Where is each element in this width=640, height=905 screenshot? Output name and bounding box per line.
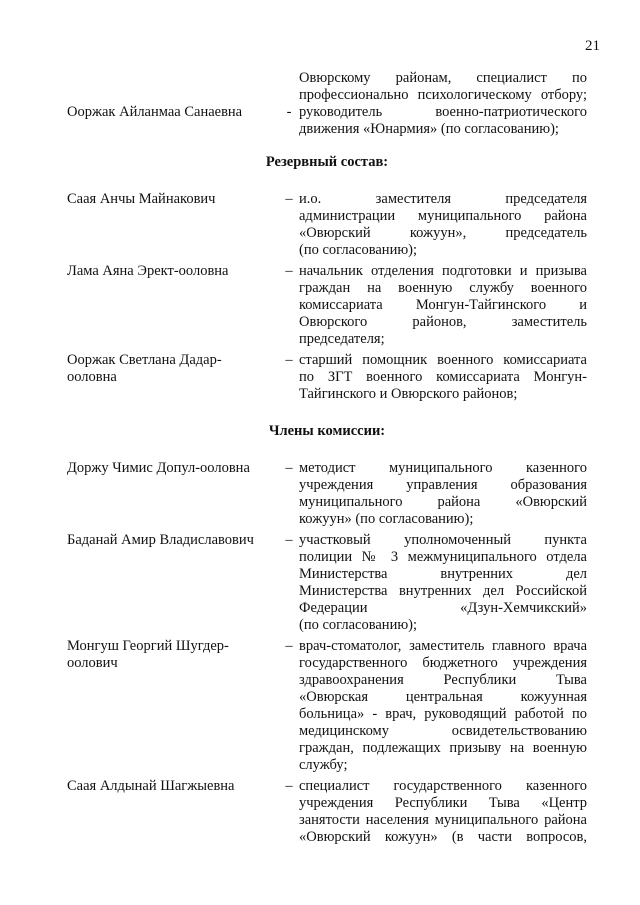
- description-line: «Овюрский кожуун», председатель: [299, 225, 587, 241]
- description-line: государственного бюджетного учреждения: [299, 655, 587, 671]
- entry-description: [299, 778, 587, 846]
- entry-dash: –: [285, 638, 293, 654]
- reserve-heading: Резервный состав:: [265, 154, 389, 170]
- member-name: Доржу Чимис Допул-ооловна: [67, 460, 250, 476]
- member-entry: [67, 532, 587, 634]
- entry-description: [299, 638, 587, 774]
- member-entry: [67, 638, 587, 774]
- entry-dash: –: [285, 352, 293, 368]
- description-line: участковый уполномоченный пункта: [299, 532, 587, 548]
- entry-dash: –: [285, 191, 293, 207]
- description-line: граждан на военную службу военного: [299, 280, 587, 296]
- entry-description: [299, 191, 587, 259]
- page-number: 21: [585, 38, 600, 54]
- entry-description: [299, 532, 587, 634]
- description-line: Овюрского районов, заместитель: [299, 314, 587, 330]
- description-line: старший помощник военного комиссариата: [299, 352, 587, 368]
- description-line: профессионально психологическому отбору;: [299, 87, 587, 103]
- member-name: Лама Аяна Эрект-ооловна: [67, 263, 229, 279]
- member-name: Ооржак Айланмаа Санаевна: [67, 104, 243, 120]
- entry-description: [299, 352, 587, 403]
- member-name: Баданай Амир Владиславович: [67, 532, 254, 548]
- description-line: «Овюрский кожуун» (в части вопросов,: [299, 829, 587, 845]
- description-line: председателя;: [299, 331, 385, 347]
- description-line: муниципального района «Овюрский: [299, 494, 587, 510]
- intro-entry: [67, 70, 587, 138]
- description-line: учреждения Республики Тыва «Центр: [299, 795, 587, 811]
- document-body: [67, 70, 587, 846]
- intro-dash-column: [279, 70, 299, 121]
- member-name: Ооржак Светлана Дадар-: [67, 352, 222, 368]
- description-line: методист муниципального казенного: [299, 460, 587, 476]
- entry-dash: -: [286, 104, 292, 120]
- member-name: Саая Алдынай Шагжыевна: [67, 778, 235, 794]
- description-line: специалист государственного казенного: [299, 778, 587, 794]
- description-line: больница» - врач, руководящий работой по: [299, 706, 587, 722]
- description-line: движения «Юнармия» (по согласованию);: [299, 121, 559, 137]
- description-line: граждан, подлежащих призыву на военную: [299, 740, 587, 756]
- member-name: Саая Анчы Майнакович: [67, 191, 216, 207]
- intro-description: [299, 70, 587, 138]
- description-line: и.о. заместителя председателя: [299, 191, 587, 207]
- description-line: начальник отделения подготовки и призыва: [299, 263, 587, 279]
- description-line: по ЗГТ военного комиссариата Монгун-: [299, 369, 587, 385]
- entry-dash: –: [285, 532, 293, 548]
- member-entry: [67, 778, 587, 846]
- description-line: Министерства внутренних дел: [299, 566, 587, 582]
- description-line: (по согласованию);: [299, 617, 418, 633]
- description-line: полиции № 3 межмуниципального отдела: [299, 549, 587, 565]
- description-line: (по согласованию);: [299, 242, 418, 258]
- entry-dash: –: [285, 263, 293, 279]
- entry-dash: –: [285, 460, 293, 476]
- reserve-entry: [67, 263, 587, 348]
- description-line: службу;: [299, 757, 348, 773]
- members-heading: Члены комиссии:: [268, 423, 386, 439]
- description-line: Министерства внутренних дел Российской: [299, 583, 587, 599]
- intro-name-column: [67, 70, 279, 121]
- description-line: медицинскому освидетельствованию: [299, 723, 587, 739]
- description-line: здравоохранения Республики Тыва: [299, 672, 587, 688]
- description-line: администрации муниципального района: [299, 208, 587, 224]
- description-line: Федерации «Дзун-Хемчикский»: [299, 600, 587, 616]
- entry-description: [299, 263, 587, 348]
- description-line: врач-стоматолог, заместитель главного врача: [299, 638, 587, 654]
- reserve-entry: [67, 352, 587, 403]
- member-name-continued: оолович: [67, 655, 118, 671]
- reserve-entry: [67, 191, 587, 259]
- member-entry: [67, 460, 587, 528]
- member-name: Монгуш Георгий Шугдер-: [67, 638, 229, 654]
- entry-dash: –: [285, 778, 293, 794]
- member-name-continued: ооловна: [67, 369, 117, 385]
- description-line: комиссариата Монгун-Тайгинского и: [299, 297, 587, 313]
- description-line: руководитель военно-патриотического: [299, 104, 587, 120]
- description-line: учреждения управления образования: [299, 477, 587, 493]
- description-line: кожуун» (по согласованию);: [299, 511, 474, 527]
- description-line: Овюрскому районам, специалист по: [299, 70, 587, 86]
- entry-description: [299, 460, 587, 528]
- description-line: Тайгинского и Овюрского районов;: [299, 386, 518, 402]
- description-line: занятости населения муниципального района: [299, 812, 587, 828]
- description-line: «Овюрская центральная кожуунная: [299, 689, 587, 705]
